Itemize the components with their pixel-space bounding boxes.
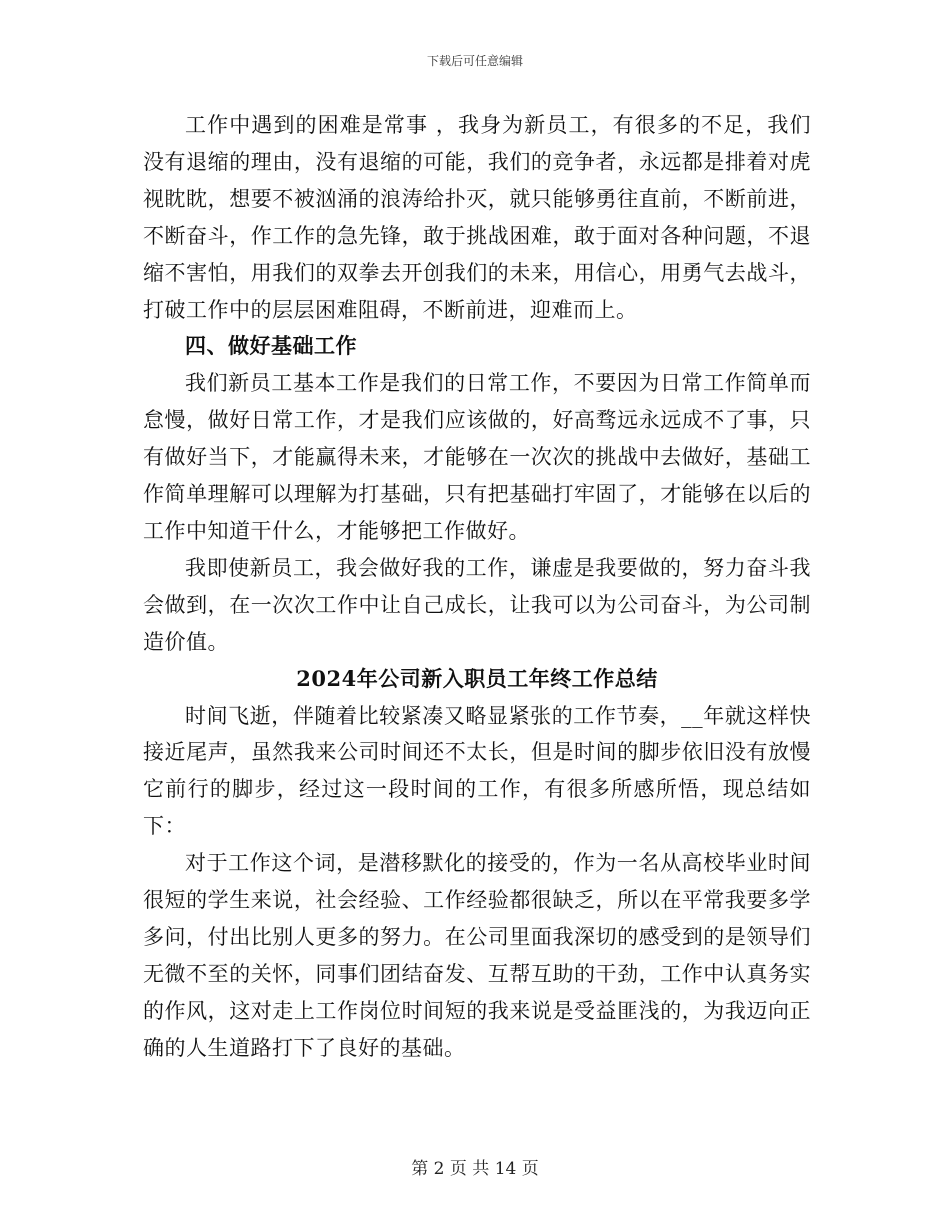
paragraph: 时间飞逝，伴随着比较紧凑又略显紧张的工作节奏，__年就这样快接近尾声，虽然我来公司时间还不太长，但是时间的脚步依旧没有放慢它前行的脚步，经过这一段时间的工作，有很多所感所悟，现总结如下： bbox=[143, 703, 811, 839]
document-title: 2024年公司新入职员工年终工作总结 bbox=[296, 665, 658, 691]
page-header: 下载后可任意编辑 bbox=[426, 54, 523, 68]
paragraph: 我即使新员工，我会做好我的工作，谦虚是我要做的，努力奋斗我会做到，在一次次工作中让自己成长，让我可以为公司奋斗，为公司制造价值。 bbox=[143, 555, 811, 654]
document-body bbox=[143, 107, 811, 1067]
paragraph: 我们新员工基本工作是我们的日常工作，不要因为日常工作简单而怠慢，做好日常工作，才是我们应该做的，好高骛远永远成不了事，只有做好当下，才能赢得未来，才能够在一次次的挑战中去做好，基础工作简单理解可以理解为打基础，只有把基础打牢固了，才能够在以后的工作中知道干什么，才能够把工作做好。 bbox=[143, 371, 811, 543]
section-heading: 四、做好基础工作 bbox=[185, 333, 357, 359]
paragraph: 工作中遇到的困难是常事 ，我身为新员工，有很多的不足，我们没有退缩的理由，没有退缩的可能，我们的竞争者，永远都是排着对虎视眈眈，想要不被汹涌的浪涛给扑灭，就只能够勇往直前，不断前进，不断奋斗，作工作的急先锋，敢于挑战困难，敢于面对各种问题，不退缩不害怕，用我们的双拳去开创我们的未来，用信心，用勇气去战斗，打破工作中的层层困难阻碍，不断前进，迎难而上。 bbox=[143, 113, 811, 322]
page-number: 第 2 页 共 14 页 bbox=[411, 1159, 539, 1179]
paragraph: 对于工作这个词，是潜移默化的接受的，作为一名从高校毕业时间很短的学生来说，社会经验、工作经验都很缺乏，所以在平常我要多学多问，付出比别人更多的努力。在公司里面我深切的感受到的是领导们无微不至的关怀，同事们团结奋发、互帮互助的干劲，工作中认真务实的作风，这对走上工作岗位时间短的我来说是受益匪浅的，为我迈向正确的人生道路打下了良好的基础。 bbox=[143, 851, 811, 1060]
